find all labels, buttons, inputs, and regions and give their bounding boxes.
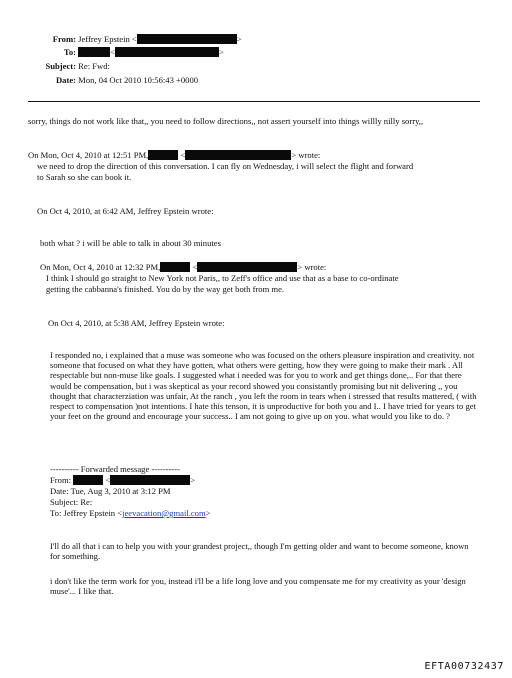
header-to-label: To: [63,47,76,57]
quote-3-line-1: I think I should go straight to New York not Paris,, to Zeff's office and use that as a base to co-ordinate [46,273,399,283]
forwarded-from-label: From: [50,475,72,485]
forwarded-marker: ---------- Forwarded message ---------- [50,464,181,474]
quote-1-line-2: to Sarah so she can book it. [37,172,132,182]
forwarded-from-row [50,475,195,485]
quote-3-line-2: getting the cabbanna's finished. You do by the way get both from me. [46,284,285,294]
header-from-row [24,34,242,44]
quote-header-4: On Oct 4, 2010, at 5:38 AM, Jeffrey Epstein wrote: [48,318,225,328]
quote-header-3-post: > wrote: [297,262,327,272]
redaction-block [197,262,297,272]
quote-header-1 [28,150,320,160]
header-date-row [24,75,198,85]
quote-header-2: On Oct 4, 2010, at 6:42 AM, Jeffrey Epstein wrote: [37,206,214,216]
forwarded-paragraph-2: i don't like the term work for you, instead i'll be a life long love and you compensate me for my creativity as your 'design muse'... I like that. [50,576,466,597]
forwarded-to-label: To: Jeffrey Epstein < [50,508,123,518]
quote-2-text: both what ? i will be able to talk in about 30 minutes [40,238,221,248]
header-date-value: Mon, 04 Oct 2010 10:56:43 +0000 [78,75,199,85]
forwarded-subject: Subject: Re: [50,497,93,507]
header-to-row [24,47,224,57]
quote-header-1-text: On Mon, Oct 4, 2010 at 12:51 PM, [28,150,149,160]
header-from-label: From: [52,34,76,44]
forwarded-from-end: > [190,475,196,485]
header-subject-row [24,61,110,71]
redaction-block [137,34,237,44]
header-from-name: Jeffrey Epstein < [78,34,137,44]
header-date-label: Date: [55,75,76,85]
header-divider [28,101,480,102]
header-subject-value: Re: Fwd: [78,61,110,71]
header-subject-label: Subject: [45,61,76,71]
forwarded-date: Date: Tue, Aug 3, 2010 at 3:12 PM [50,486,171,496]
email-link[interactable]: jeevacation@gmail.com [122,508,206,518]
redaction-block [115,47,219,57]
quote-4-text: I responded no, i explained that a muse was someone who was focused on the others pleasure inspiration and creativity. not someone that focused on what they have gotten, what others were getting, how they were going to make their mark . All respectable but non-muse like goals. I suggested what i needed was for you to work and get things done,.. For that there would be compensation, but i was skeptical as your record showed you consistantly promising but nit delivering ,, you thought that characterziation was unfair, At the ranch , you left the room in tears when i stressed that results mattered, ( with respect to compensation )not intentions. I hate this tenson, it is unproductive for both you and I.. I have tried for years to get your feet on the ground and encourage your success.. I am not going to give up on you. what would you like to do. ? [50,350,477,422]
forwarded-from-mid: < [105,475,111,485]
forwarded-to-end: > [205,508,211,518]
redaction-block [110,475,190,485]
redaction-block [73,475,103,485]
quote-1-line-1: we need to drop the direction of this conversation. I can fly on Wednesday, i will select the flight and forward [37,161,414,171]
header-to-end: > [219,47,224,57]
document-id: EFTA00732437 [424,660,504,672]
redaction-block [185,150,291,160]
quote-header-3-text: On Mon, Oct 4, 2010 at 12:32 PM, [40,262,161,272]
quote-header-3 [40,262,326,272]
forwarded-paragraph-1: I'll do all that i can to help you with your grandest project,, though I'm getting older and want to become someone, known for something. [50,541,469,562]
quote-header-3-mid: < [192,262,198,272]
header-from-end: > [236,34,242,44]
forwarded-to-row [50,508,211,518]
quote-header-1-mid: < [180,150,186,160]
redaction-block [160,262,190,272]
redaction-block [78,47,110,57]
message-body: sorry, things do not work like that,, you need to follow directions,, not assert yourself into things willly nilly sorry,, [28,116,424,126]
redaction-block [148,150,178,160]
quote-header-1-post: > wrote: [291,150,321,160]
header-to-mid: < [110,47,116,57]
